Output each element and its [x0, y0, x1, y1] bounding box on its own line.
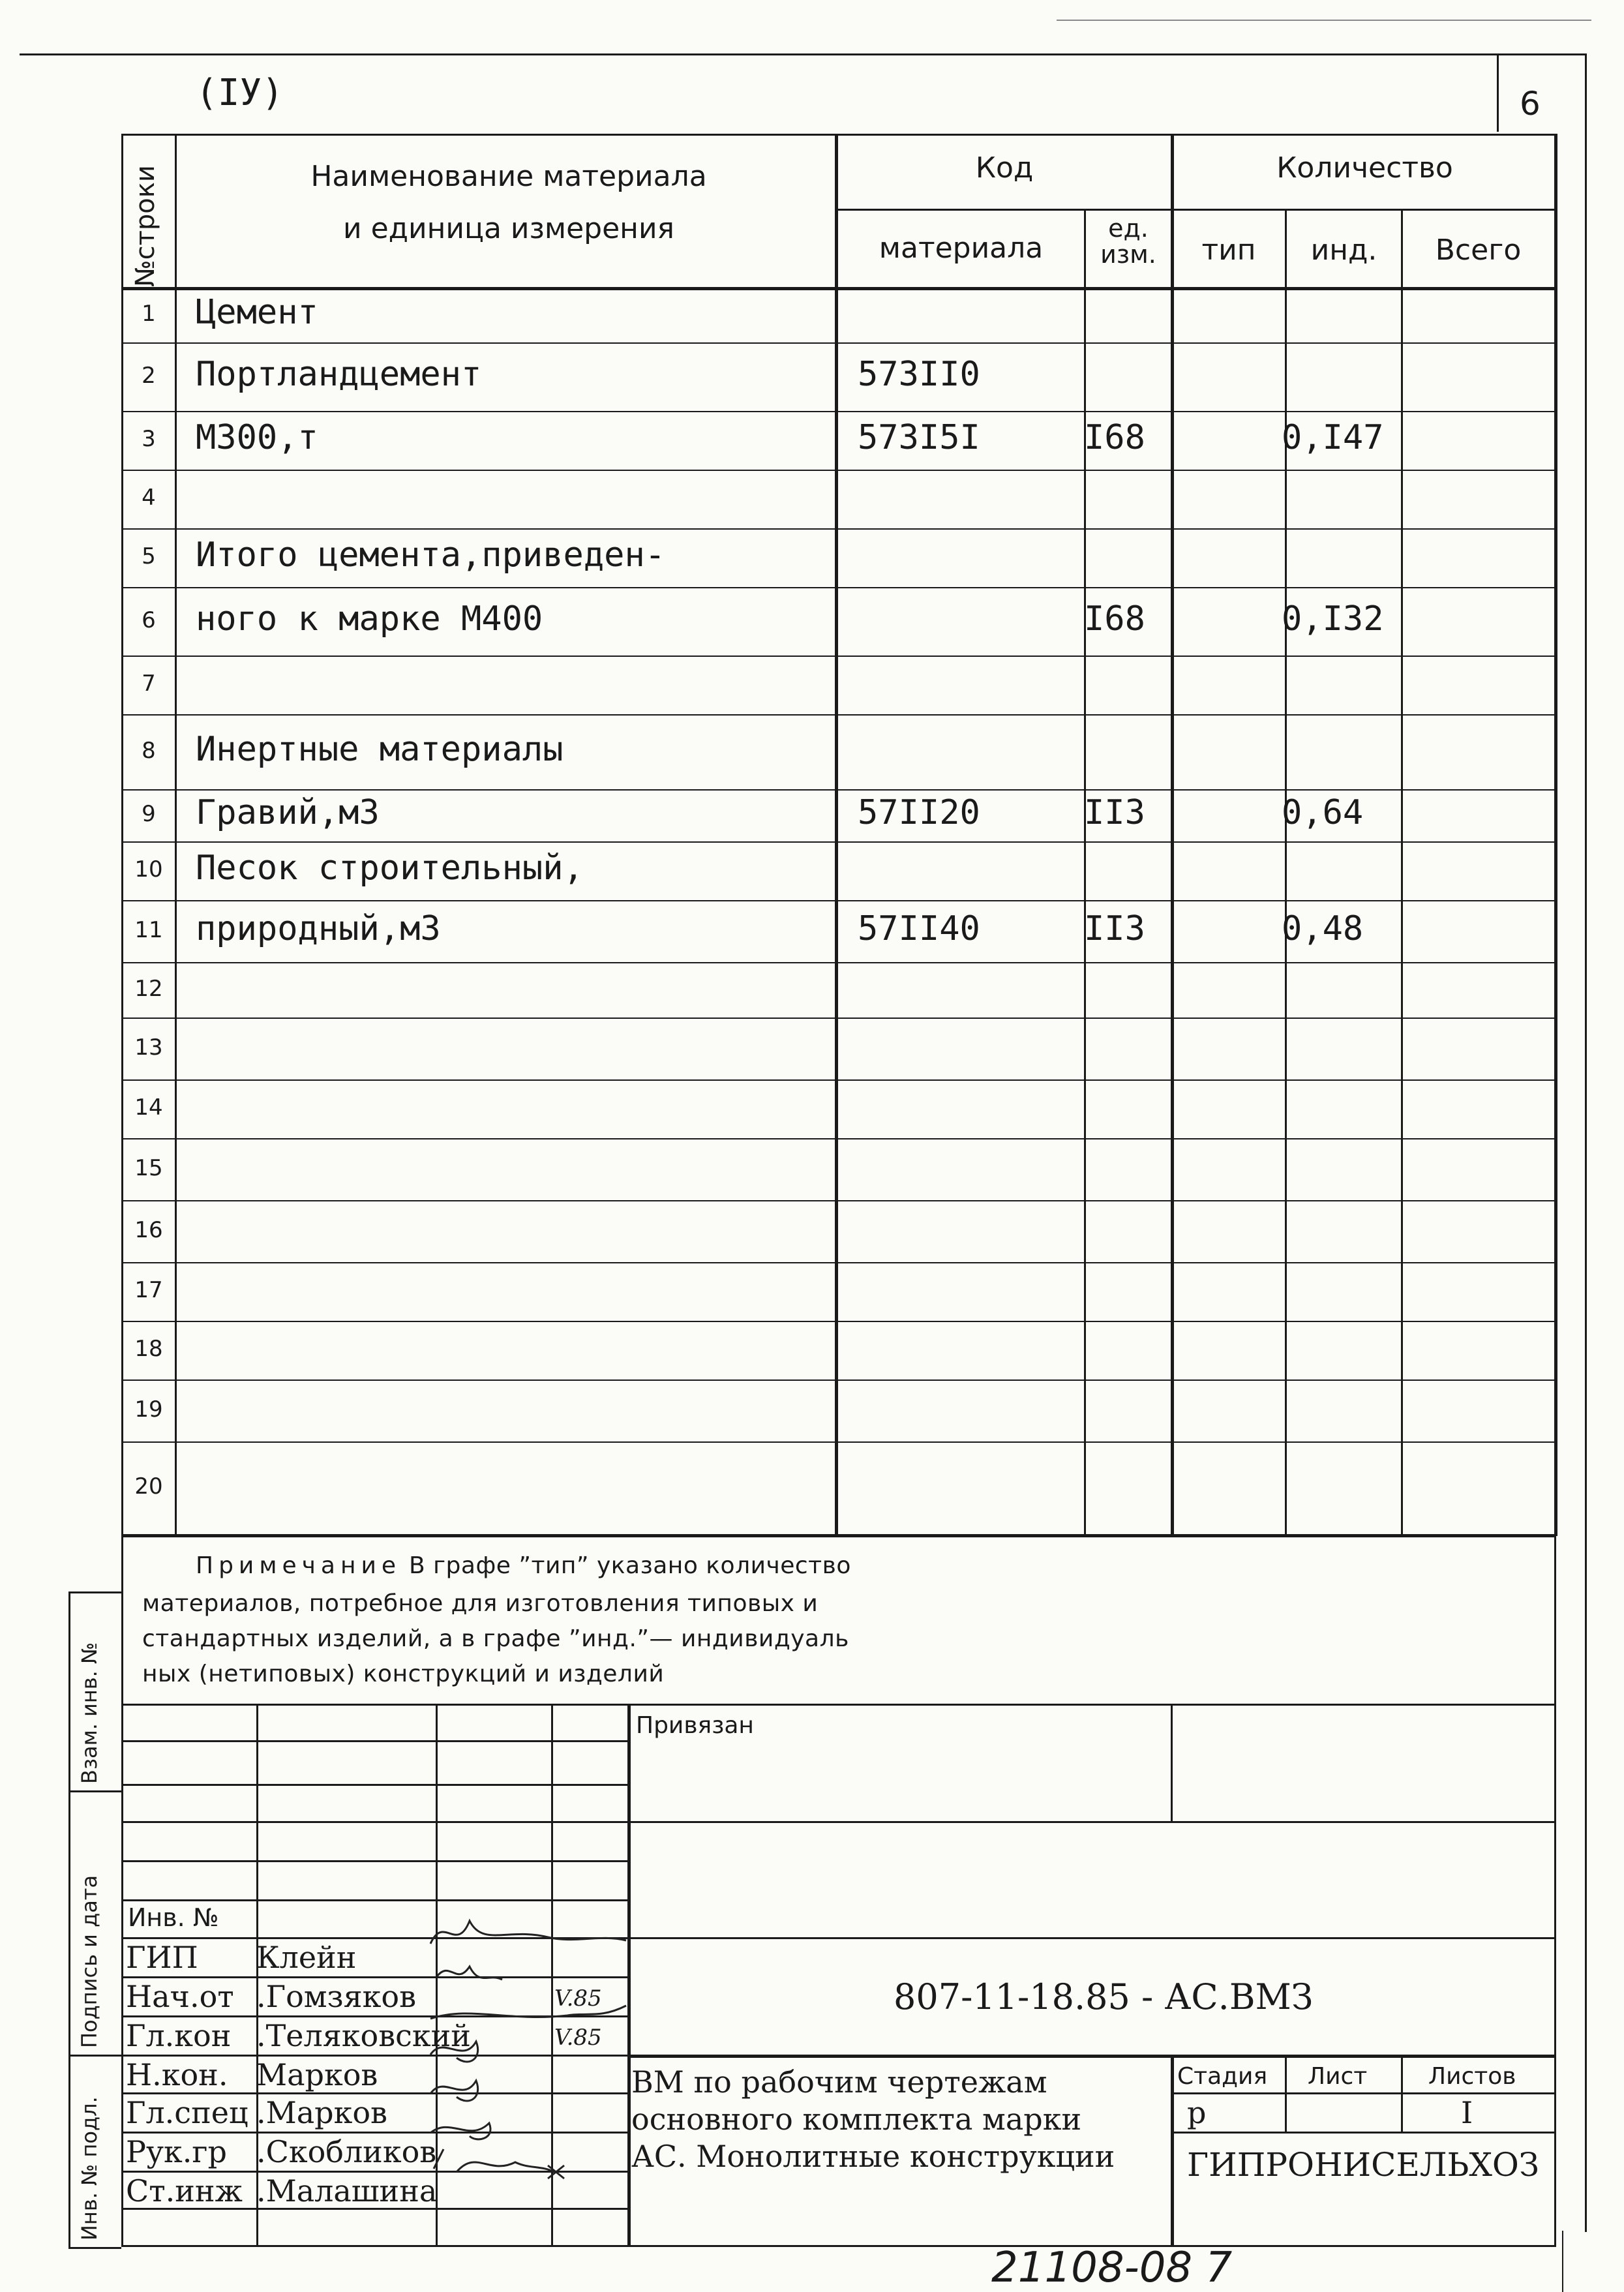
row-divider	[121, 342, 1556, 344]
row-number: 14	[134, 1094, 163, 1121]
row-divider	[121, 656, 1556, 657]
tb-sheets-label: Листов	[1428, 2063, 1516, 2090]
row-name: ного к марке М400	[196, 599, 543, 639]
note-line2: материалов, потребное для изготовления типовых и	[142, 1590, 819, 1617]
side-strip-top	[68, 1591, 121, 1593]
tb-stage-left	[1171, 2055, 1174, 2245]
note-line3: стандартных изделий, а в графе ”инд.”— индивидуаль	[142, 1625, 849, 1652]
signatures-graphic	[417, 1908, 633, 2234]
row-number: 18	[134, 1336, 163, 1362]
signature-klein	[430, 1921, 626, 1944]
row-divider	[121, 411, 1556, 412]
row-code: 57II40	[858, 909, 980, 948]
right-border-line	[1585, 53, 1587, 2232]
code-col-line	[1084, 209, 1086, 1534]
note-line4: ных (нетиповых) конструкций и изделий	[142, 1661, 665, 1687]
tb-stage-value: р	[1187, 2095, 1207, 2130]
tb-stage-label: Стадия	[1177, 2063, 1268, 2090]
tb-sheet-label: Лист	[1308, 2063, 1368, 2090]
signature-skoblikov	[430, 2123, 490, 2139]
side-strip-left	[68, 1591, 70, 2247]
tb-row-line-e	[121, 1899, 627, 1901]
signature-markov-1	[430, 2042, 478, 2062]
top-border-line	[20, 53, 1585, 55]
note-lead: Примечание	[196, 1552, 402, 1579]
header-code-group: Код	[975, 151, 1034, 185]
row-name: Песок строительный,	[196, 849, 584, 888]
tb-stage-col1	[1285, 2055, 1287, 2132]
row-divider	[121, 714, 1556, 716]
row-name: Инертные материалы	[196, 729, 564, 769]
staff-role: Гл.кон	[126, 2018, 232, 2053]
staff-name: .Гомзяков	[256, 1979, 417, 2014]
side-label-podpis: Подпись и дата	[77, 1875, 102, 2048]
row-code: 57II20	[858, 793, 980, 832]
staff-role: Н.кон.	[126, 2057, 228, 2092]
row-number: 6	[142, 607, 156, 633]
staff-date: V.85	[554, 1985, 602, 2012]
staff-name: Марков	[256, 2057, 378, 2092]
header-name-line2: и единица измерения	[342, 212, 675, 245]
type-col-line	[1285, 209, 1287, 1534]
tb-left-line	[121, 1534, 123, 2247]
row-divider	[121, 900, 1556, 901]
row-name: Гравий,м3	[196, 793, 380, 832]
row-divider	[121, 1018, 1556, 1019]
row-ind: 0,I32	[1282, 599, 1384, 639]
side-label-vzam: Взам. инв. №	[77, 1642, 102, 1784]
code-subheader-line	[835, 209, 1171, 211]
tb-privyazan-bottom	[627, 1821, 1556, 1823]
header-qty-group: Количество	[1276, 151, 1453, 185]
row-number: 15	[134, 1154, 163, 1181]
signature-malashina	[434, 2149, 564, 2179]
row-code: 573II0	[858, 354, 980, 394]
tb-stage-col2	[1401, 2055, 1403, 2132]
staff-date: V.85	[554, 2025, 602, 2051]
tb-bottom-line	[121, 2245, 1556, 2247]
row-divider	[121, 1321, 1556, 1322]
row-divider	[121, 841, 1556, 843]
tb-row-line-d	[121, 1860, 627, 1862]
row-divider	[121, 1380, 1556, 1381]
staff-name: .Теляковский	[256, 2018, 471, 2053]
row-number: 4	[142, 485, 156, 511]
row-unit: II3	[1084, 793, 1145, 832]
top-faint-line	[1057, 20, 1591, 21]
staff-name: .Скобликов	[256, 2134, 437, 2169]
tb-stage-value-line	[1171, 2132, 1556, 2134]
row-divider	[121, 1262, 1556, 1263]
tb-inv-no: Инв. №	[128, 1903, 219, 1932]
staff-role: Гл.спец	[126, 2095, 248, 2130]
tb-title-line3: АС. Монолитные конструкции	[631, 2139, 1115, 2174]
tb-code-top	[627, 1937, 1556, 1939]
table-right-line	[1554, 134, 1557, 1536]
row-name: Портландцемент	[196, 354, 482, 394]
table-top-line	[121, 134, 1556, 136]
name-col-line	[835, 134, 838, 1536]
row-number: 9	[142, 801, 156, 827]
row-ind: 0,I47	[1282, 418, 1384, 457]
tb-row-line-c	[121, 1821, 627, 1823]
rownum-col-line	[175, 134, 177, 1534]
row-unit: I68	[1084, 418, 1145, 457]
signature-gomzyakov	[437, 1967, 502, 1980]
row-name: М300,т	[196, 418, 318, 457]
variant-label: (IУ)	[196, 72, 284, 114]
staff-role: Нач.от	[126, 1979, 234, 2014]
tb-top-line	[121, 1704, 1556, 1706]
staff-name: .Марков	[256, 2095, 387, 2130]
note-rest: В графе ”тип” указано количество	[401, 1552, 851, 1579]
header-qty-ind: инд.	[1310, 234, 1377, 267]
header-qty-total: Всего	[1435, 234, 1522, 267]
header-code-unit-line2: изм.	[1100, 240, 1156, 269]
row-unit: I68	[1084, 599, 1145, 639]
staff-role: ГИП	[126, 1940, 198, 1975]
tb-organization: ГИПРОНИСЕЛЬХОЗ	[1187, 2146, 1540, 2184]
row-number: 7	[142, 671, 156, 697]
tb-title-line1: ВМ по рабочим чертежам	[631, 2064, 1047, 2100]
row-divider	[121, 587, 1556, 588]
row-number: 1	[142, 300, 156, 327]
tb-title-line2: основного комплекта марки	[631, 2102, 1082, 2137]
row-number: 8	[142, 737, 156, 764]
row-name: природный,м3	[196, 909, 441, 948]
row-number: 5	[142, 543, 156, 569]
ind-col-line	[1401, 209, 1403, 1534]
row-divider	[121, 528, 1556, 530]
row-divider	[121, 1079, 1556, 1081]
side-strip-div2	[68, 2055, 121, 2057]
row-number: 12	[134, 975, 163, 1002]
row-number: 3	[142, 426, 156, 452]
row-ind: 0,48	[1282, 909, 1364, 948]
tb-row-line-a	[121, 1740, 627, 1742]
row-divider	[121, 962, 1556, 963]
header-bottom-line	[121, 287, 1556, 290]
qty-subheader-line	[1171, 209, 1556, 211]
signature-telyakovsky	[430, 2006, 626, 2019]
row-unit: II3	[1084, 909, 1145, 948]
row-divider	[121, 789, 1556, 791]
side-strip-bottom	[68, 2247, 121, 2249]
staff-name: .Малашина	[256, 2173, 438, 2209]
row-divider	[121, 1200, 1556, 1201]
staff-role: Ст.инж	[126, 2173, 243, 2209]
row-number: 20	[134, 1473, 163, 1500]
signature-markov-2	[430, 2081, 478, 2101]
staff-name: Клейн	[256, 1940, 357, 1975]
row-name: Итого цемента,приведен-	[196, 535, 666, 575]
tb-stage-header-line	[1171, 2092, 1556, 2094]
header-code-material: материала	[879, 232, 1044, 265]
row-name: Цемент	[196, 292, 318, 332]
row-number: 16	[134, 1216, 163, 1243]
page-number-box-left	[1497, 53, 1499, 132]
row-number: 19	[134, 1396, 163, 1423]
page-number: 6	[1520, 85, 1541, 123]
tb-doc-code: 807-11-18.85 - АС.ВМЗ	[894, 1976, 1314, 2017]
tb-privyazan-right	[1171, 1704, 1173, 1821]
header-row-no: №строки	[130, 165, 160, 287]
staff-role: Рук.гр	[126, 2134, 227, 2169]
row-divider	[121, 470, 1556, 471]
tb-code-bottom	[627, 2055, 1556, 2058]
row-number: 11	[134, 916, 163, 943]
header-name-line1: Наименование материала	[310, 160, 707, 193]
note-line1	[196, 1552, 851, 1579]
archive-number: 21108-08 7	[991, 2244, 1233, 2292]
row-code: 573I5I	[858, 418, 980, 457]
row-divider	[121, 1138, 1556, 1139]
header-qty-type: тип	[1201, 234, 1256, 267]
side-strip-div1	[68, 1790, 121, 1792]
row-ind: 0,64	[1282, 793, 1364, 832]
row-number: 10	[134, 856, 163, 882]
table-bottom-line	[121, 1534, 1556, 1537]
header-code-unit-line1: ед.	[1108, 214, 1149, 243]
row-divider	[121, 1441, 1556, 1443]
side-label-inv-podl: Инв. № подл.	[77, 2096, 102, 2240]
header-code-unit	[1086, 215, 1171, 267]
row-number: 13	[134, 1034, 163, 1061]
tb-row-line-b	[121, 1784, 627, 1786]
tb-privyazan: Привязан	[636, 1712, 754, 1739]
row-number: 2	[142, 362, 156, 389]
row-number: 17	[134, 1277, 163, 1303]
unit-col-line	[1171, 134, 1174, 1536]
tb-sheets-value: I	[1461, 2095, 1473, 2130]
bottom-right-tick	[1562, 2231, 1563, 2292]
tb-right-line	[1554, 1534, 1556, 2247]
